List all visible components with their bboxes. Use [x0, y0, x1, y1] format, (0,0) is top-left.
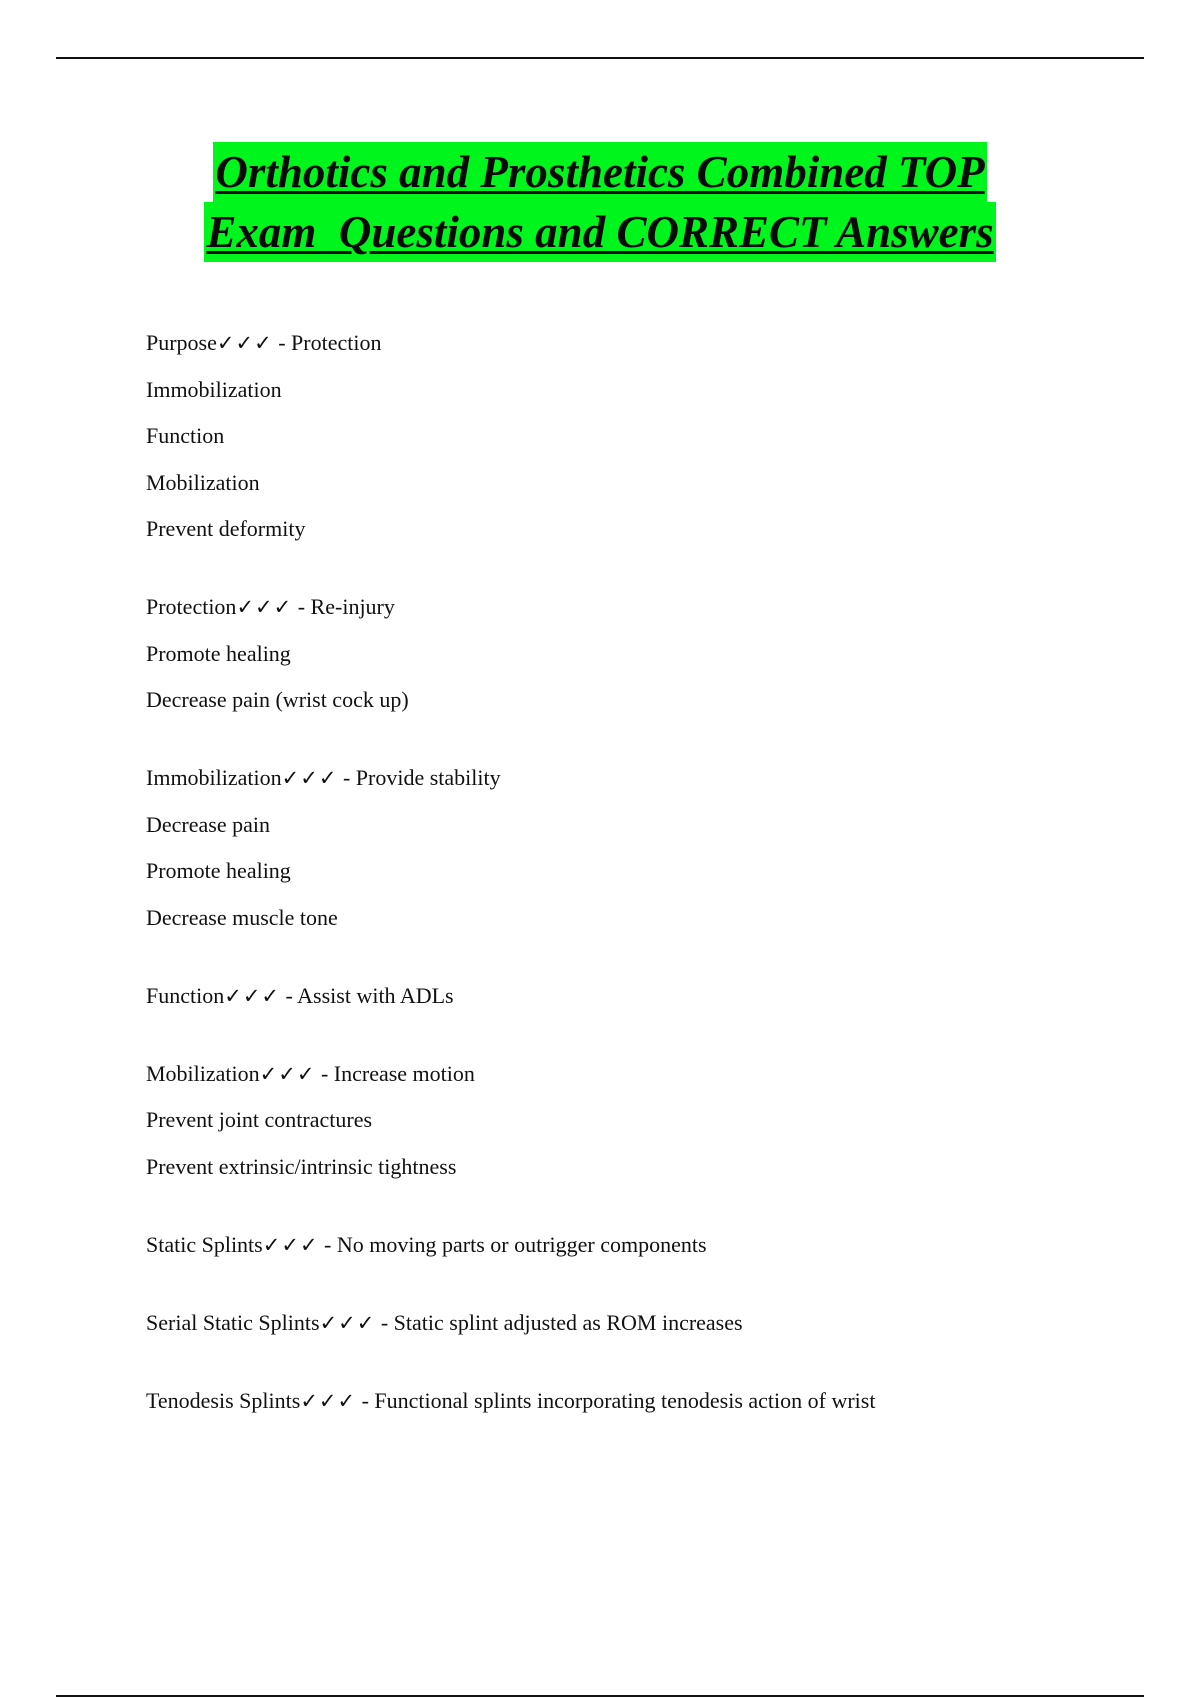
question-term: Immobilization [146, 765, 282, 790]
qa-entry-static-splints [146, 1230, 1146, 1260]
answer-detail: Decrease pain [146, 811, 270, 837]
check-mark-icon: ✓✓✓ [236, 595, 293, 619]
answer-text: - Functional splints incorporating tenodesis action of wrist [361, 1387, 876, 1413]
top-rule [56, 57, 1144, 59]
question-line [146, 592, 1146, 639]
question-term: Static Splints [146, 1231, 263, 1257]
qa-entry-function [146, 981, 1146, 1011]
answer-detail: Function [146, 423, 225, 448]
answer-detail: Decrease muscle tone [146, 904, 338, 930]
question-line [146, 1059, 1146, 1106]
question-term: Function [146, 982, 225, 1008]
qa-entry-immobilization [146, 763, 1146, 933]
check-mark-icon: ✓✓✓ [259, 1061, 316, 1086]
answer-text: - Protection [278, 330, 382, 355]
answer-text: - Re-injury [297, 594, 395, 619]
qa-entry-tenodesis-splints [146, 1386, 1146, 1416]
question-line [146, 1308, 1146, 1338]
title-line-2: Exam Questions and CORRECT Answers [204, 202, 995, 262]
answer-text: - Provide stability [342, 765, 501, 790]
check-mark-icon: ✓✓✓ [300, 1388, 357, 1413]
answer-detail: Promote healing [146, 858, 291, 883]
answer-text: - No moving parts or outrigger components [324, 1231, 707, 1257]
answer-detail: Mobilization [146, 469, 260, 495]
answer-text: - Increase motion [320, 1060, 475, 1086]
question-term: Serial Static Splints [146, 1309, 320, 1335]
question-term: Protection [146, 594, 237, 619]
qa-entry-purpose [146, 328, 1146, 544]
title-line-1: Orthotics and Prosthetics Combined TOP [213, 142, 986, 202]
check-mark-icon: ✓✓✓ [216, 331, 273, 355]
answer-detail: Immobilization [146, 376, 282, 402]
qa-list [146, 328, 1146, 1464]
check-mark-icon: ✓✓✓ [224, 983, 281, 1008]
question-line [146, 981, 1146, 1011]
question-line [146, 1230, 1146, 1260]
answer-detail: Prevent joint contractures [146, 1107, 373, 1132]
answer-text: - Assist with ADLs [285, 982, 454, 1008]
answer-detail: Decrease pain (wrist cock up) [146, 687, 409, 712]
check-mark-icon: ✓✓✓ [319, 1310, 376, 1335]
question-term: Tenodesis Splints [146, 1387, 301, 1413]
qa-entry-serial-static-splints [146, 1308, 1146, 1338]
question-line [146, 1386, 1146, 1416]
question-line [146, 328, 1146, 375]
bottom-rule [56, 1695, 1144, 1697]
check-mark-icon: ✓✓✓ [262, 1232, 319, 1257]
answer-text: - Static splint adjusted as ROM increases [380, 1309, 743, 1335]
answer-detail: Prevent extrinsic/intrinsic tightness [146, 1153, 457, 1179]
qa-entry-protection [146, 592, 1146, 715]
question-term: Purpose [146, 330, 217, 355]
answer-detail: Promote healing [146, 640, 291, 666]
question-line [146, 763, 1146, 810]
answer-detail: Prevent deformity [146, 516, 306, 541]
check-mark-icon: ✓✓✓ [281, 766, 338, 790]
document-title [0, 142, 1200, 262]
question-term: Mobilization [146, 1060, 260, 1086]
qa-entry-mobilization [146, 1059, 1146, 1182]
